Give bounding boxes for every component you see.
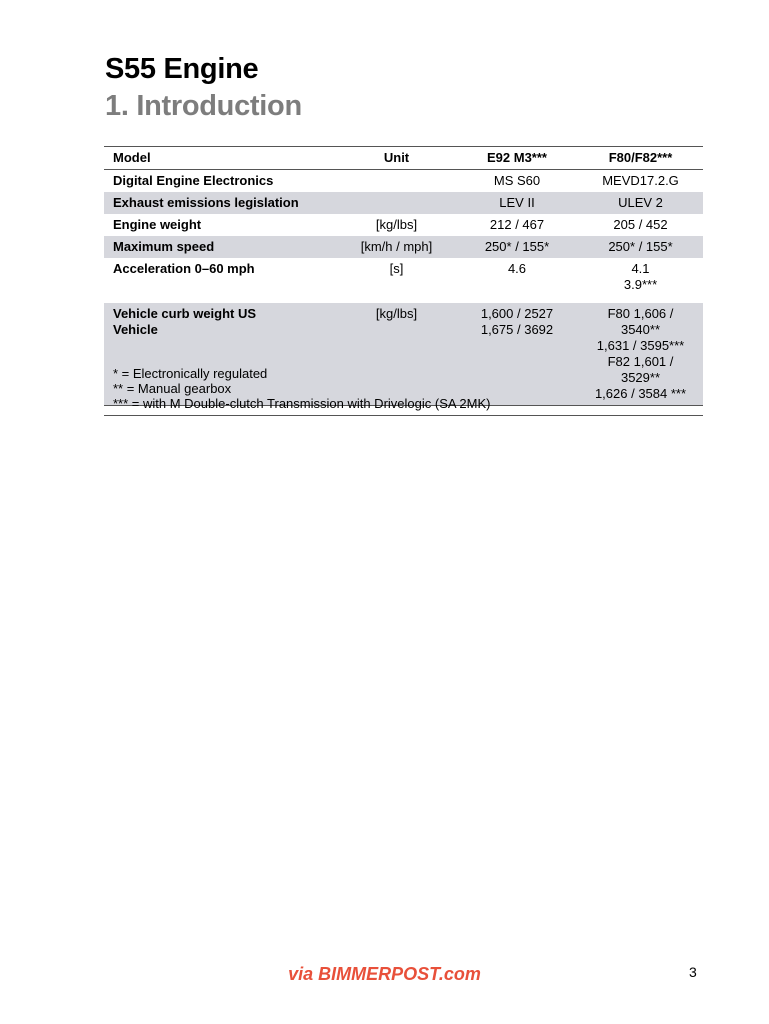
table-header-row bbox=[104, 147, 703, 170]
table-row bbox=[104, 170, 703, 193]
row-label: Vehicle curb weight US Vehicle bbox=[104, 303, 337, 406]
row-label: Engine weight bbox=[113, 217, 202, 232]
row-unit: [s] bbox=[389, 261, 404, 276]
row-f80-value: 205 / 452 bbox=[613, 217, 668, 232]
row-unit bbox=[337, 192, 456, 214]
footnote: * = Electronically regulated bbox=[113, 366, 268, 381]
footnote: ** = Manual gearbox bbox=[113, 381, 232, 396]
row-f80-value: 250* / 155* bbox=[578, 236, 703, 258]
row-e92-value: 212 / 467 bbox=[489, 217, 545, 232]
header-unit: Unit bbox=[337, 147, 456, 170]
header-f80-f82: F80/F82*** bbox=[578, 147, 703, 170]
row-e92-value: 250* / 155* bbox=[456, 236, 578, 258]
row-unit: [km/h / mph] bbox=[337, 236, 456, 258]
row-label: Maximum speed bbox=[104, 236, 337, 258]
footnote: *** = with M Double-clutch Transmission with Drivelogic (SA 2MK) bbox=[113, 396, 491, 411]
row-e92-value: 4.6 bbox=[507, 261, 527, 276]
row-f80-value: MEVD17.2.G bbox=[602, 173, 679, 188]
header-model: Model bbox=[104, 147, 337, 170]
row-e92-value: 1,600 / 2527 1,675 / 3692 bbox=[456, 303, 578, 406]
row-unit bbox=[337, 170, 456, 193]
page-number: 3 bbox=[689, 964, 697, 980]
table-row bbox=[104, 192, 703, 214]
row-e92-value: LEV II bbox=[456, 192, 578, 214]
row-f80-value: 4.1 3.9*** bbox=[623, 261, 658, 292]
row-f80-value: F80 1,606 / 3540** 1,631 / 3595*** F82 1,601 / 3529** 1,626 / 3584 *** bbox=[578, 303, 703, 406]
table-row bbox=[104, 258, 703, 303]
table-footnotes bbox=[104, 366, 703, 416]
row-e92-value: MS S60 bbox=[493, 173, 541, 188]
table-row bbox=[104, 236, 703, 258]
row-unit: [kg/lbs] bbox=[375, 217, 418, 232]
document-title: S55 Engine bbox=[105, 53, 259, 85]
row-label: Acceleration 0–60 mph bbox=[113, 261, 255, 276]
watermark: via BIMMERPOST.com bbox=[288, 964, 481, 984]
row-unit: [kg/lbs] bbox=[337, 303, 456, 406]
row-label: Exhaust emissions legislation bbox=[104, 192, 337, 214]
header-e92-m3: E92 M3*** bbox=[456, 147, 578, 170]
row-label: Digital Engine Electronics bbox=[113, 173, 274, 188]
section-heading: 1. Introduction bbox=[105, 90, 302, 122]
row-f80-value: ULEV 2 bbox=[578, 192, 703, 214]
table-row bbox=[104, 214, 703, 236]
